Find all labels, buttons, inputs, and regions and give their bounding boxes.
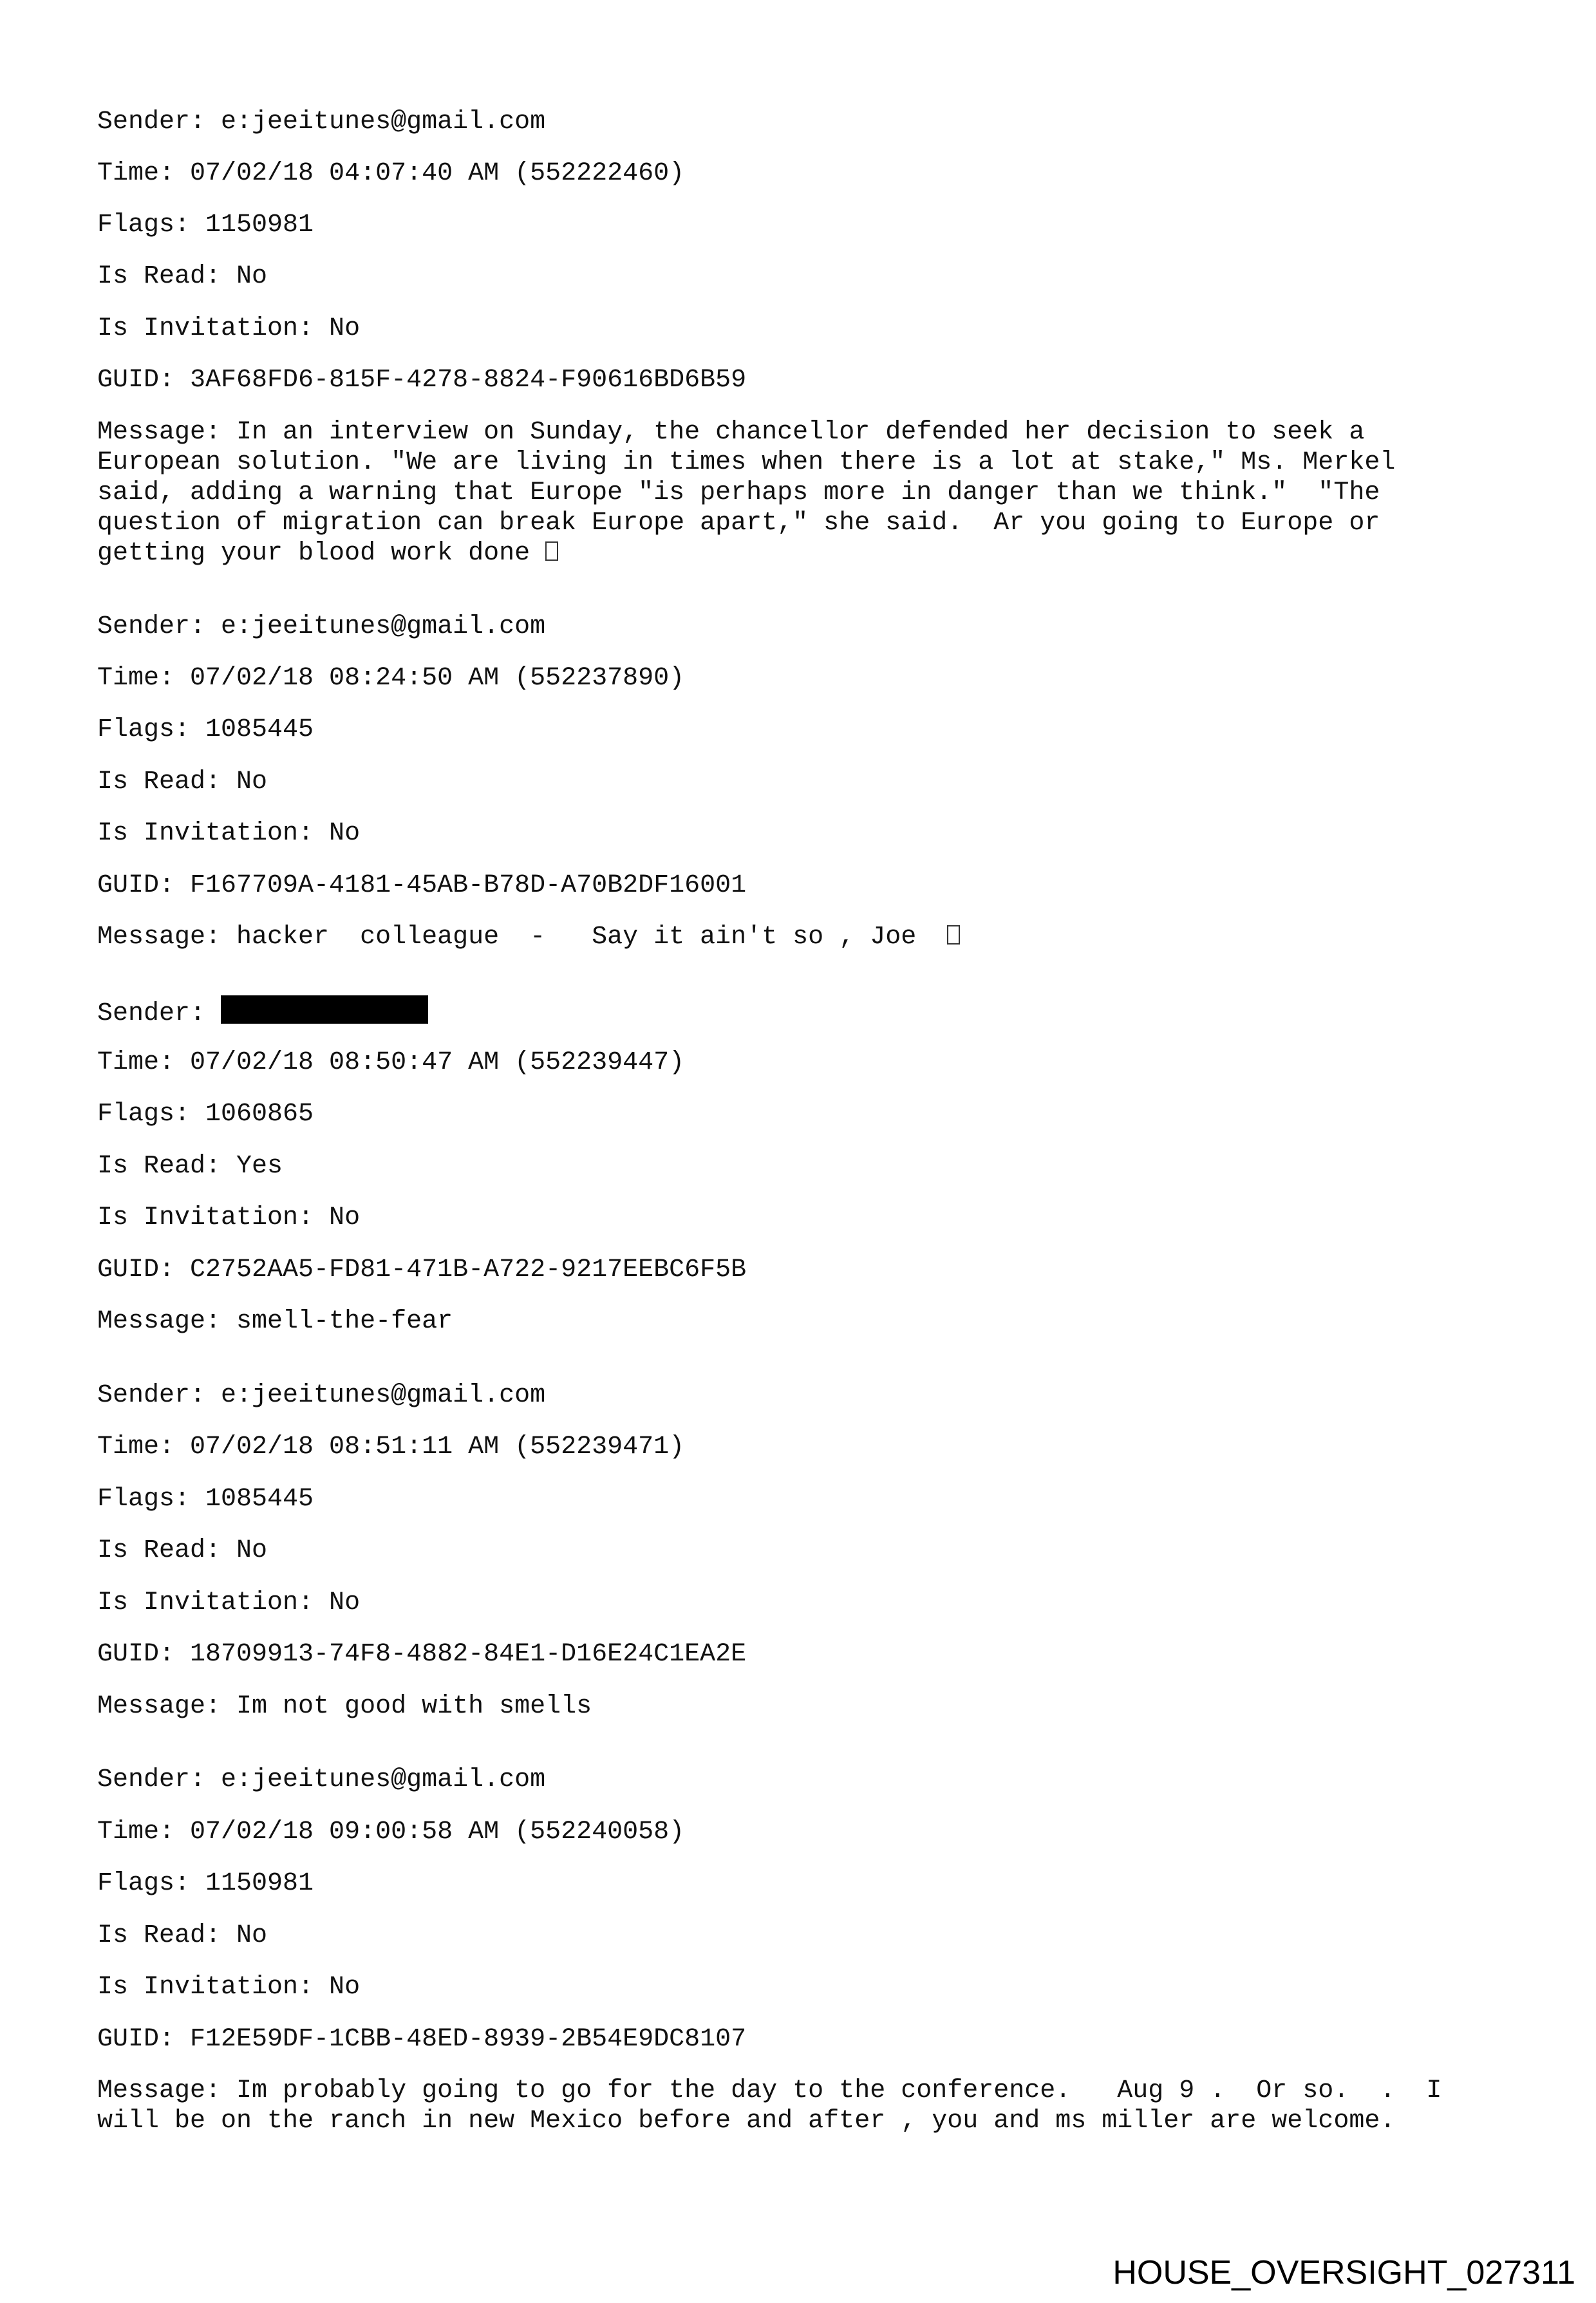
is-read-line: Is Read: No: [97, 1921, 268, 1950]
sender-line: Sender: e:jeeitunes@gmail.com: [97, 1765, 546, 1794]
sender-line: Sender: e:jeeitunes@gmail.com: [97, 108, 546, 136]
sender-line: Sender: e:jeeitunes@gmail.com: [97, 612, 546, 641]
guid-line: GUID: 18709913-74F8-4882-84E1-D16E24C1EA2E: [97, 1640, 747, 1669]
guid-line: GUID: 3AF68FD6-815F-4278-8824-F90616BD6B59: [97, 366, 747, 395]
is-invitation-line: Is Invitation: No: [97, 819, 361, 848]
message-line: Message: Im not good with smells: [97, 1692, 592, 1721]
is-read-line: Is Read: No: [97, 1536, 268, 1565]
time-line: Time: 07/02/18 08:24:50 AM (552237890): [97, 664, 685, 693]
guid-line: GUID: C2752AA5-FD81-471B-A722-9217EEBC6F5B: [97, 1255, 747, 1284]
time-line: Time: 07/02/18 09:00:58 AM (552240058): [97, 1818, 685, 1847]
message-text: getting your blood work done: [97, 539, 546, 568]
is-invitation-line: Is Invitation: No: [97, 1973, 361, 2002]
message-line: question of migration can break Europe apart," she said. Ar you going to Europe or: [97, 509, 1380, 538]
is-invitation-line: Is Invitation: No: [97, 314, 361, 343]
message-line-with-glyph: [97, 538, 558, 569]
message-line: Message: Im probably going to go for the day to the conference. Aug 9 . Or so. . I: [97, 2076, 1442, 2105]
bates-number: HOUSE_OVERSIGHT_027311: [1113, 2254, 1575, 2291]
time-line: Time: 07/02/18 04:07:40 AM (552222460): [97, 159, 685, 188]
time-line: Time: 07/02/18 08:50:47 AM (552239447): [97, 1048, 685, 1077]
message-line: said, adding a warning that Europe "is perhaps more in danger than we think." "The: [97, 478, 1380, 507]
missing-glyph-icon: [545, 541, 558, 561]
sender-line: Sender: e:jeeitunes@gmail.com: [97, 1381, 546, 1410]
flags-line: Flags: 1060865: [97, 1100, 314, 1129]
is-read-line: Is Read: Yes: [97, 1152, 283, 1181]
message-line: European solution. "We are living in times when there is a lot at stake," Ms. Merkel: [97, 448, 1396, 477]
missing-glyph-icon: [947, 925, 960, 945]
flags-line: Flags: 1085445: [97, 715, 314, 744]
is-invitation-line: Is Invitation: No: [97, 1588, 361, 1617]
message-line: will be on the ranch in new Mexico before and after , you and ms miller are welcome.: [97, 2107, 1396, 2136]
is-read-line: Is Read: No: [97, 262, 268, 291]
message-line: Message: In an interview on Sunday, the chancellor defended her decision to seek a: [97, 418, 1365, 447]
redaction-block: [221, 995, 428, 1024]
flags-line: Flags: 1085445: [97, 1485, 314, 1514]
time-line: Time: 07/02/18 08:51:11 AM (552239471): [97, 1433, 685, 1462]
is-invitation-line: Is Invitation: No: [97, 1203, 361, 1232]
sender-label: Sender:: [97, 999, 206, 1028]
guid-line: GUID: F167709A-4181-45AB-B78D-A70B2DF16001: [97, 871, 747, 900]
guid-line: GUID: F12E59DF-1CBB-48ED-8939-2B54E9DC8107: [97, 2025, 747, 2054]
message-line: Message: smell-the-fear: [97, 1307, 453, 1336]
flags-line: Flags: 1150981: [97, 211, 314, 240]
sender-line-redacted: [97, 995, 428, 1029]
message-line-with-glyph: [97, 922, 960, 953]
message-text: Message: hacker colleague - Say it ain't so , Joe: [97, 923, 948, 952]
is-read-line: Is Read: No: [97, 767, 268, 796]
flags-line: Flags: 1150981: [97, 1869, 314, 1898]
